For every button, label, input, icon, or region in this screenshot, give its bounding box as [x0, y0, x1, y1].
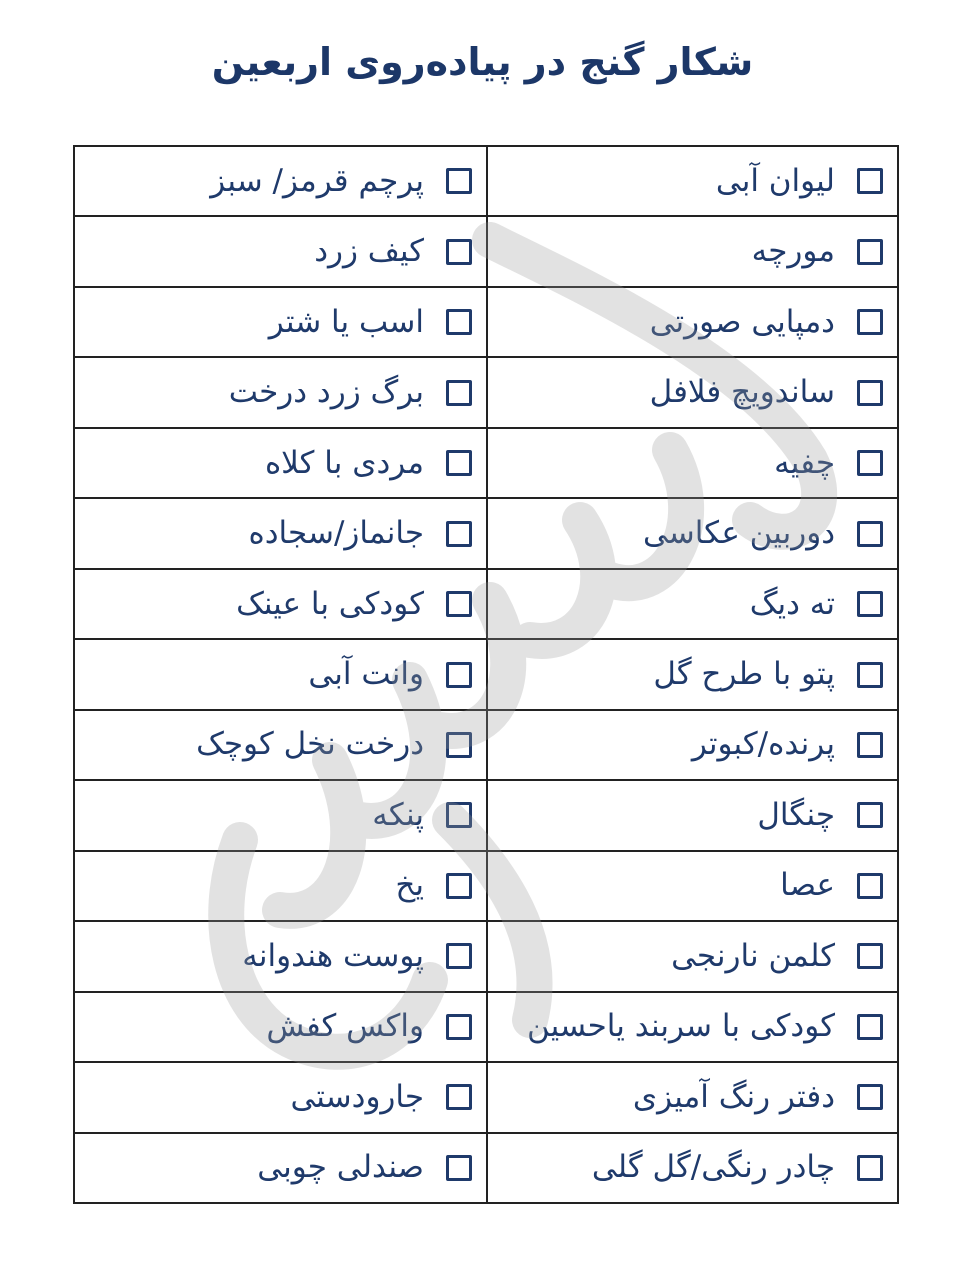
checklist-item[interactable]: [75, 781, 486, 851]
checkbox[interactable]: [446, 1155, 472, 1181]
checklist-item[interactable]: [75, 499, 486, 569]
checklist-item[interactable]: [488, 640, 897, 710]
checkbox[interactable]: [857, 1014, 883, 1040]
checkbox[interactable]: [446, 943, 472, 969]
checklist-item[interactable]: [75, 1134, 486, 1202]
checklist-item[interactable]: [488, 288, 897, 358]
checklist-item-label: چادر رنگی/گل گلی: [591, 1149, 835, 1186]
checklist-item[interactable]: [75, 711, 486, 781]
checklist-item-label: دفتر رنگ آمیزی: [632, 1078, 835, 1115]
checklist-item[interactable]: [488, 429, 897, 499]
checkbox[interactable]: [446, 309, 472, 335]
checklist-item-label: لیوان آبی: [715, 162, 835, 199]
checklist-item[interactable]: [488, 358, 897, 428]
checklist-item-label: دمپایی صورتی: [649, 303, 835, 340]
checklist-item-label: ساندویچ فلافل: [649, 374, 835, 411]
checkbox[interactable]: [857, 802, 883, 828]
checklist-item[interactable]: [488, 711, 897, 781]
checklist-item[interactable]: [488, 570, 897, 640]
checklist-item[interactable]: [75, 570, 486, 640]
checkbox[interactable]: [446, 802, 472, 828]
checkbox[interactable]: [857, 662, 883, 688]
checklist-item[interactable]: [75, 217, 486, 287]
checklist-item[interactable]: [75, 429, 486, 499]
checklist-item[interactable]: [75, 1063, 486, 1133]
checkbox[interactable]: [446, 450, 472, 476]
checklist-item-label: مردی با کلاه: [264, 444, 424, 481]
checkbox[interactable]: [857, 1084, 883, 1110]
checkbox[interactable]: [446, 873, 472, 899]
checklist-item-label: کودکی با عینک: [236, 585, 424, 622]
checkbox[interactable]: [446, 521, 472, 547]
checklist-item-label: عصا: [780, 867, 835, 904]
checkbox[interactable]: [446, 732, 472, 758]
checkbox[interactable]: [857, 309, 883, 335]
checklist-item-label: برگ زرد درخت: [228, 374, 424, 411]
checklist-item-label: پنکه: [372, 796, 424, 833]
checklist-table: [73, 145, 899, 1204]
checkbox[interactable]: [857, 1155, 883, 1181]
checklist-item-label: پرچم قرمز/ سبز: [210, 162, 424, 199]
checkbox[interactable]: [857, 521, 883, 547]
checklist-item-label: پتو با طرح گل: [653, 656, 835, 693]
checkbox[interactable]: [446, 168, 472, 194]
checklist-item[interactable]: [488, 1134, 897, 1202]
checklist-item-label: پرنده/کبوتر: [691, 726, 835, 763]
checkbox[interactable]: [446, 591, 472, 617]
checklist-item[interactable]: [488, 1063, 897, 1133]
checklist-item[interactable]: [75, 147, 486, 217]
checklist-item-label: چفیه: [774, 444, 835, 481]
checklist-item[interactable]: [488, 922, 897, 992]
checklist-item[interactable]: [75, 288, 486, 358]
checklist-item[interactable]: [488, 852, 897, 922]
checkbox[interactable]: [857, 239, 883, 265]
checklist-item[interactable]: [488, 781, 897, 851]
checklist-item[interactable]: [75, 640, 486, 710]
checkbox[interactable]: [857, 380, 883, 406]
checklist-item-label: کودکی با سربند یاحسین: [527, 1008, 835, 1045]
checklist-item[interactable]: [75, 993, 486, 1063]
checklist-item[interactable]: [488, 993, 897, 1063]
checkbox[interactable]: [857, 873, 883, 899]
checklist-item-label: کیف زرد: [314, 233, 424, 270]
checklist-item-label: واکس کفش: [266, 1008, 424, 1045]
checklist-item-label: وانت آبی: [308, 656, 424, 693]
checklist-column-right: [486, 147, 897, 1202]
checklist-item-label: اسب یا شتر: [268, 303, 424, 340]
checklist-item-label: جانماز/سجاده: [248, 515, 424, 552]
checklist-item-label: ته دیگ: [749, 585, 835, 622]
checklist-item-label: دوربین عکاسی: [642, 515, 835, 552]
checklist-item-label: مورچه: [751, 233, 835, 270]
checklist-item-label: درخت نخل کوچک: [196, 726, 424, 763]
page-title: شکار گنج در پیاده‌روی اربعین: [211, 40, 754, 84]
checklist-item[interactable]: [488, 217, 897, 287]
checklist-item-label: پوست هندوانه: [242, 937, 424, 974]
checkbox[interactable]: [857, 168, 883, 194]
checkbox[interactable]: [446, 1084, 472, 1110]
checklist-item-label: صندلی چوبی: [257, 1149, 424, 1186]
checklist-column-left: [75, 147, 486, 1202]
checkbox[interactable]: [857, 943, 883, 969]
checkbox[interactable]: [446, 380, 472, 406]
checklist-item[interactable]: [75, 358, 486, 428]
checkbox[interactable]: [857, 591, 883, 617]
checkbox[interactable]: [446, 662, 472, 688]
checkbox[interactable]: [446, 239, 472, 265]
checklist-item-label: کلمن نارنجی: [671, 937, 835, 974]
checkbox[interactable]: [857, 450, 883, 476]
checklist-item-label: چنگال: [757, 796, 835, 833]
checklist-item-label: یخ: [395, 867, 424, 904]
checkbox[interactable]: [446, 1014, 472, 1040]
checklist-item[interactable]: [488, 147, 897, 217]
checklist-item[interactable]: [488, 499, 897, 569]
checklist-item-label: جارودستی: [290, 1078, 424, 1115]
checklist-item[interactable]: [75, 852, 486, 922]
checkbox[interactable]: [857, 732, 883, 758]
checklist-item[interactable]: [75, 922, 486, 992]
